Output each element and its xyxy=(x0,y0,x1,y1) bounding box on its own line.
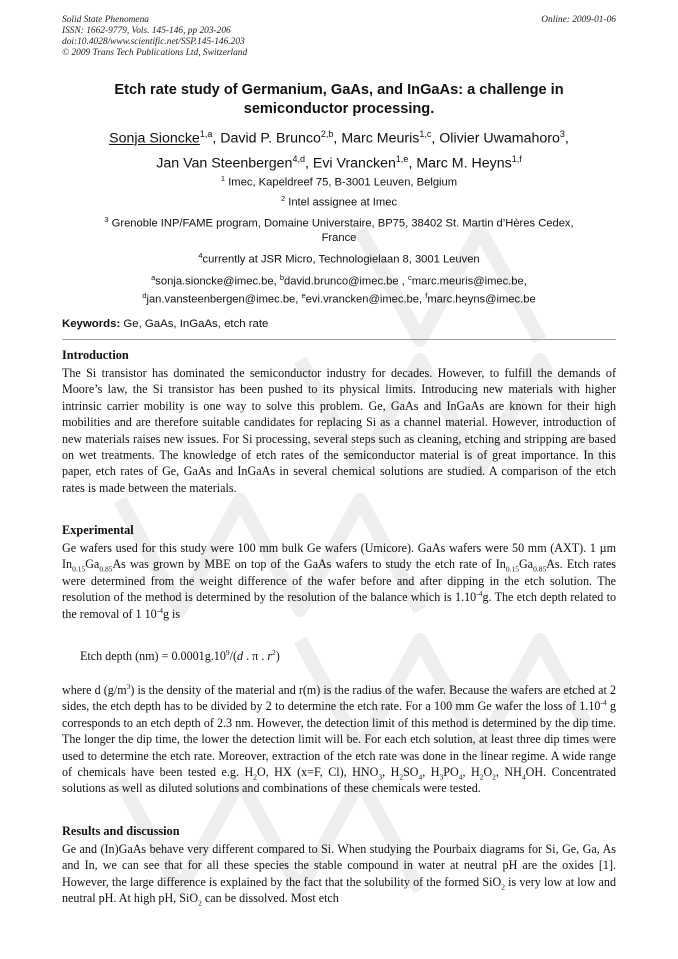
author-line-1: Sonja Sioncke$^{1,a}$, David P. Brunco$^{2,b}$, Marc Meuris$^{1,c}$, Olivier Uwamahoro$^3$, xyxy=(109,129,569,147)
journal-header xyxy=(62,15,247,59)
email-line-2: $^d$jan.vansteenbergen@imec.be, $^e$evi.vrancken@imec.be, $^f$marc.heyns@imec.be xyxy=(142,290,536,306)
paper-title xyxy=(62,81,616,119)
author-2-sup: 2,b xyxy=(320,129,334,139)
author-line-2: Jan Van Steenbergen$^{4,d}$, Evi Vrancken$^{1,e}$, Marc M. Heyns$^{1,f}$ xyxy=(156,153,522,172)
affiliation-1: $^1$ Imec, Kapeldreef 75, B-3001 Leuven, Belgium xyxy=(220,174,458,189)
keywords-text: Ge, GaAs, InGaAs, etch rate xyxy=(123,318,269,330)
affiliation-3: $^3$ Grenoble INP/FAME program, Domaine Universtaire, BP75, 38402 St. Martin d’Hères Cedex, France xyxy=(104,215,574,244)
author-7-sup: 1,f xyxy=(511,153,522,164)
issn-line: ISSN: 1662-9779, Vols. 145-146, pp 203-206 xyxy=(62,26,231,36)
email-f: marc.heyns@imec.be xyxy=(427,293,536,306)
author-5-sup: 4,d xyxy=(292,153,305,164)
intro-heading: Introduction xyxy=(62,348,129,362)
keywords-label: Keywords: xyxy=(62,318,121,330)
title-line-1: Etch rate study of Germanium, GaAs, and InGaAs: a challenge in xyxy=(114,82,564,98)
author-2: David P. Brunco xyxy=(220,130,321,147)
author-4: Olivier Uwamahoro xyxy=(439,130,560,147)
etch-depth-equation: Etch depth $(nm) = 0.0001g.10^9/(d$ . π . $r^2$) xyxy=(80,648,280,664)
author-list xyxy=(62,124,616,173)
email-a: sonja.sioncke@imec.be, xyxy=(155,275,277,288)
intro-paragraph: The Si transistor has dominated the semiconductor industry for decades. However, to fulfill the demands of Moore’s law, the Si transistor has been pushed to its physical limits. Introducing new materials with higher intrinsic carrier mobility is one way to solve this problem. Ge, GaAs and InGaAs are known for their high mobilities and are therefore suitable candidates for replacing Si as a channel material. However, introduction of new materials raises new issues. For Si processing, several steps such as cleaning, etching and stripping are based on wet treatments. The knowledge of etch rates of the semiconductor material is of great importance. In this paper, etch rates of Ge, GaAs and InGaAs in several chemical solutions are studied. A comparison of the etch rates is made between the materials. xyxy=(62,366,616,495)
author-1: Sonja Sioncke xyxy=(109,130,200,147)
affiliation-4: $^4$currently at JSR Micro, Technologielaan 8, 3001 Leuven xyxy=(198,251,480,266)
experimental-paragraph-2: where d $(g/m^3)$ is the density of the material and r(m) is the radius of the wafer. Because the wafers are etched at 2 sides, the etch depth has to be divided by 2 to determine the etch rate. For a 100 mm Ge wafer the loss of $1.10^{-4}$ g corresponds to an etch depth of 2.3 nm. However, the detection limit of this method is determined by the dip time. The longer the dip time, the lower the detection limit will be. For each etch solution, at least three dip times were used to determine the etch rate. Moreover, extraction of the etch rate was done in the linear regime. A wide range of chemicals have been tested e.g. $H_2O$, HX (x=F, Cl), $HNO_3$, $H_2SO_4$, $H_3PO_4$, $H_2O_2$, $NH_4OH$. Concentrated solutions as well as diluted solutions and combinations of these chemicals were tested. xyxy=(62,681,617,796)
doi-line: doi:10.4028/www.scientific.net/SSP.145-146.203 xyxy=(62,37,245,47)
experimental-heading: Experimental xyxy=(62,523,134,537)
email-d: jan.vansteenbergen@imec.be, xyxy=(146,293,299,306)
keywords xyxy=(62,318,268,330)
email-b: david.brunco@imec.be , xyxy=(284,275,405,288)
affiliation-2: $^2$ Intel assignee at Imec xyxy=(280,194,398,209)
results-paragraph: Ge and (In)GaAs behave very different compared to Si. When studying the Pourbaix diagrams for Si, Ge, Ga, As and In, we can see that for all these species the stable compound in water at neutral pH are the oxides [1]. However, the large difference is explained by the fact that the solubility of the formed SiO$_2$ is very low at low and neutral pH. At high pH, SiO$_2$ can be dissolved. Most etch xyxy=(62,842,616,908)
author-4-sup: 3 xyxy=(559,129,565,139)
divider xyxy=(62,339,616,340)
copyright-line: © 2009 Trans Tech Publications Ltd, Switzerland xyxy=(62,48,248,58)
email-c: marc.meuris@imec.be, xyxy=(411,275,527,288)
author-7: Marc M. Heyns xyxy=(416,155,512,172)
author-6-sup: 1,e xyxy=(395,153,409,164)
email-e: evi.vrancken@imec.be, xyxy=(305,293,423,306)
author-3: Marc Meuris xyxy=(341,130,420,147)
title-line-2: semiconductor processing. xyxy=(243,101,435,117)
online-date: Online: 2009-01-06 xyxy=(541,15,616,25)
author-1-sup: 1,a xyxy=(199,129,213,139)
results-heading: Results and discussion xyxy=(62,824,180,838)
journal-name: Solid State Phenomena xyxy=(62,15,149,25)
author-3-sup: 1,c xyxy=(419,129,432,139)
email-list xyxy=(62,271,616,306)
experimental-paragraph-1: Ge wafers used for this study were 100 mm bulk Ge wafers (Umicore). GaAs wafers were 50 mm (AXT). 1 µm $In_{0.15}Ga_{0.85}As$ was grown by MBE on top of the GaAs wafers to study the etch rate of $In_{0.15}Ga_{0.85}As$. Etch rates were determined from the weight difference of the wafer before and after dipping in the etch solution. The resolution of the method is determined by the resolution of the balance which is $1.10^{-4}g$. The etch depth related to the removal of 1 $10^{-4}g$ is xyxy=(62,541,616,621)
author-5: Jan Van Steenbergen xyxy=(156,155,293,172)
email-line-1: $^a$sonja.sioncke@imec.be, $^b$david.brunco@imec.be , $^c$marc.meuris@imec.be, xyxy=(151,273,527,288)
author-6: Evi Vrancken xyxy=(312,155,396,172)
